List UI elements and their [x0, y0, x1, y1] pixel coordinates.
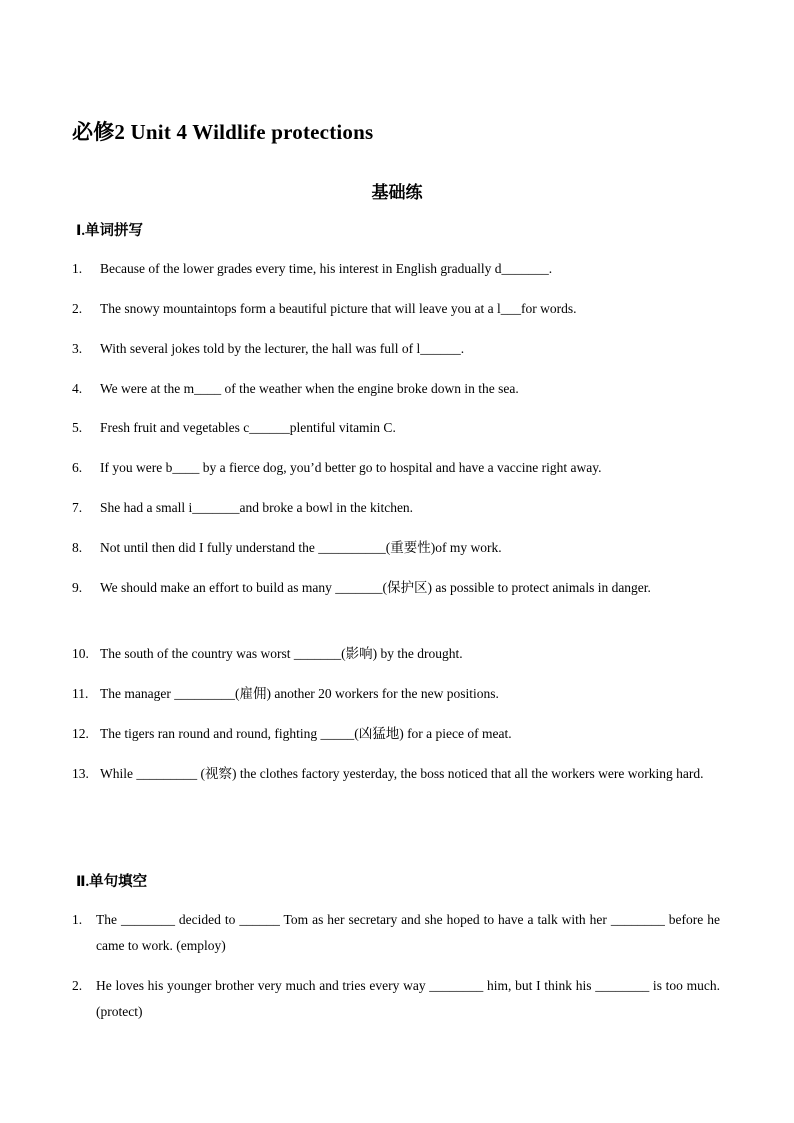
item-number: 2. — [72, 978, 83, 993]
section-1-item-11 — [72, 681, 720, 707]
section-1-item-10 — [72, 641, 720, 667]
item-number: 1. — [72, 261, 83, 276]
section-1-item-7 — [72, 495, 720, 521]
item-number: 10. — [72, 646, 89, 661]
section-1-item-9 — [72, 575, 720, 601]
section-1-item-8 — [72, 535, 720, 561]
item-text: Fresh fruit and vegetables c______plentiful vitamin C. — [100, 420, 396, 435]
item-number: 13. — [72, 766, 89, 781]
item-number: 3. — [72, 341, 83, 356]
section-2-item-1 — [72, 907, 720, 959]
item-text: Because of the lower grades every time, his interest in English gradually d_______. — [100, 261, 553, 276]
section-1-item-5 — [72, 415, 720, 441]
section-1-item-1 — [72, 256, 720, 282]
item-number: 9. — [72, 580, 83, 595]
item-text: With several jokes told by the lecturer, the hall was full of l______. — [100, 341, 465, 356]
item-number: 8. — [72, 540, 83, 555]
item-text: Not until then did I fully understand the __________(重要性)of my work. — [100, 540, 502, 555]
item-number: 6. — [72, 460, 83, 475]
page-title: 必修2 Unit 4 Wildlife protections — [72, 120, 374, 144]
section-1-item-2 — [72, 296, 720, 322]
item-number: 2. — [72, 301, 83, 316]
item-text: The manager _________(雇佣) another 20 workers for the new positions. — [100, 686, 499, 701]
section-1-item-3 — [72, 336, 720, 362]
item-text: She had a small i_______and broke a bowl in the kitchen. — [100, 500, 414, 515]
item-text: The snowy mountaintops form a beautiful picture that will leave you at a l___for words. — [100, 301, 577, 316]
section-2-item-2 — [72, 973, 720, 1025]
item-number: 7. — [72, 500, 83, 515]
section-1-item-12 — [72, 721, 720, 747]
item-text: The south of the country was worst _______(影响) by the drought. — [100, 646, 463, 661]
item-text: The ________ decided to ______ Tom as her secretary and she hoped to have a talk with her ________ before he came to work. (employ) — [96, 912, 720, 953]
item-number: 5. — [72, 420, 83, 435]
section-1-item-4 — [72, 376, 720, 402]
item-text: While _________ (视察) the clothes factory yesterday, the boss noticed that all the workers were working hard. — [100, 766, 704, 781]
section-1-item-6 — [72, 455, 720, 481]
item-text: We should make an effort to build as many _______(保护区) as possible to protect animals in danger. — [100, 580, 651, 595]
item-number: 1. — [72, 912, 83, 927]
section-1-heading: Ⅰ.单词拼写 — [76, 223, 144, 239]
item-text: He loves his younger brother very much and tries every way ________ him, but I think his ________ is too much. (protect) — [96, 978, 720, 1019]
page-subtitle: 基础练 — [371, 183, 423, 203]
item-text: If you were b____ by a fierce dog, you’d better go to hospital and have a vaccine right away. — [100, 460, 602, 475]
section-2-heading: Ⅱ.单句填空 — [76, 874, 148, 890]
item-text: The tigers ran round and round, fighting _____(凶猛地) for a piece of meat. — [100, 726, 512, 741]
item-text: We were at the m____ of the weather when the engine broke down in the sea. — [100, 381, 519, 396]
item-number: 11. — [72, 686, 89, 701]
item-number: 4. — [72, 381, 83, 396]
item-number: 12. — [72, 726, 89, 741]
section-1-item-13 — [72, 761, 720, 787]
